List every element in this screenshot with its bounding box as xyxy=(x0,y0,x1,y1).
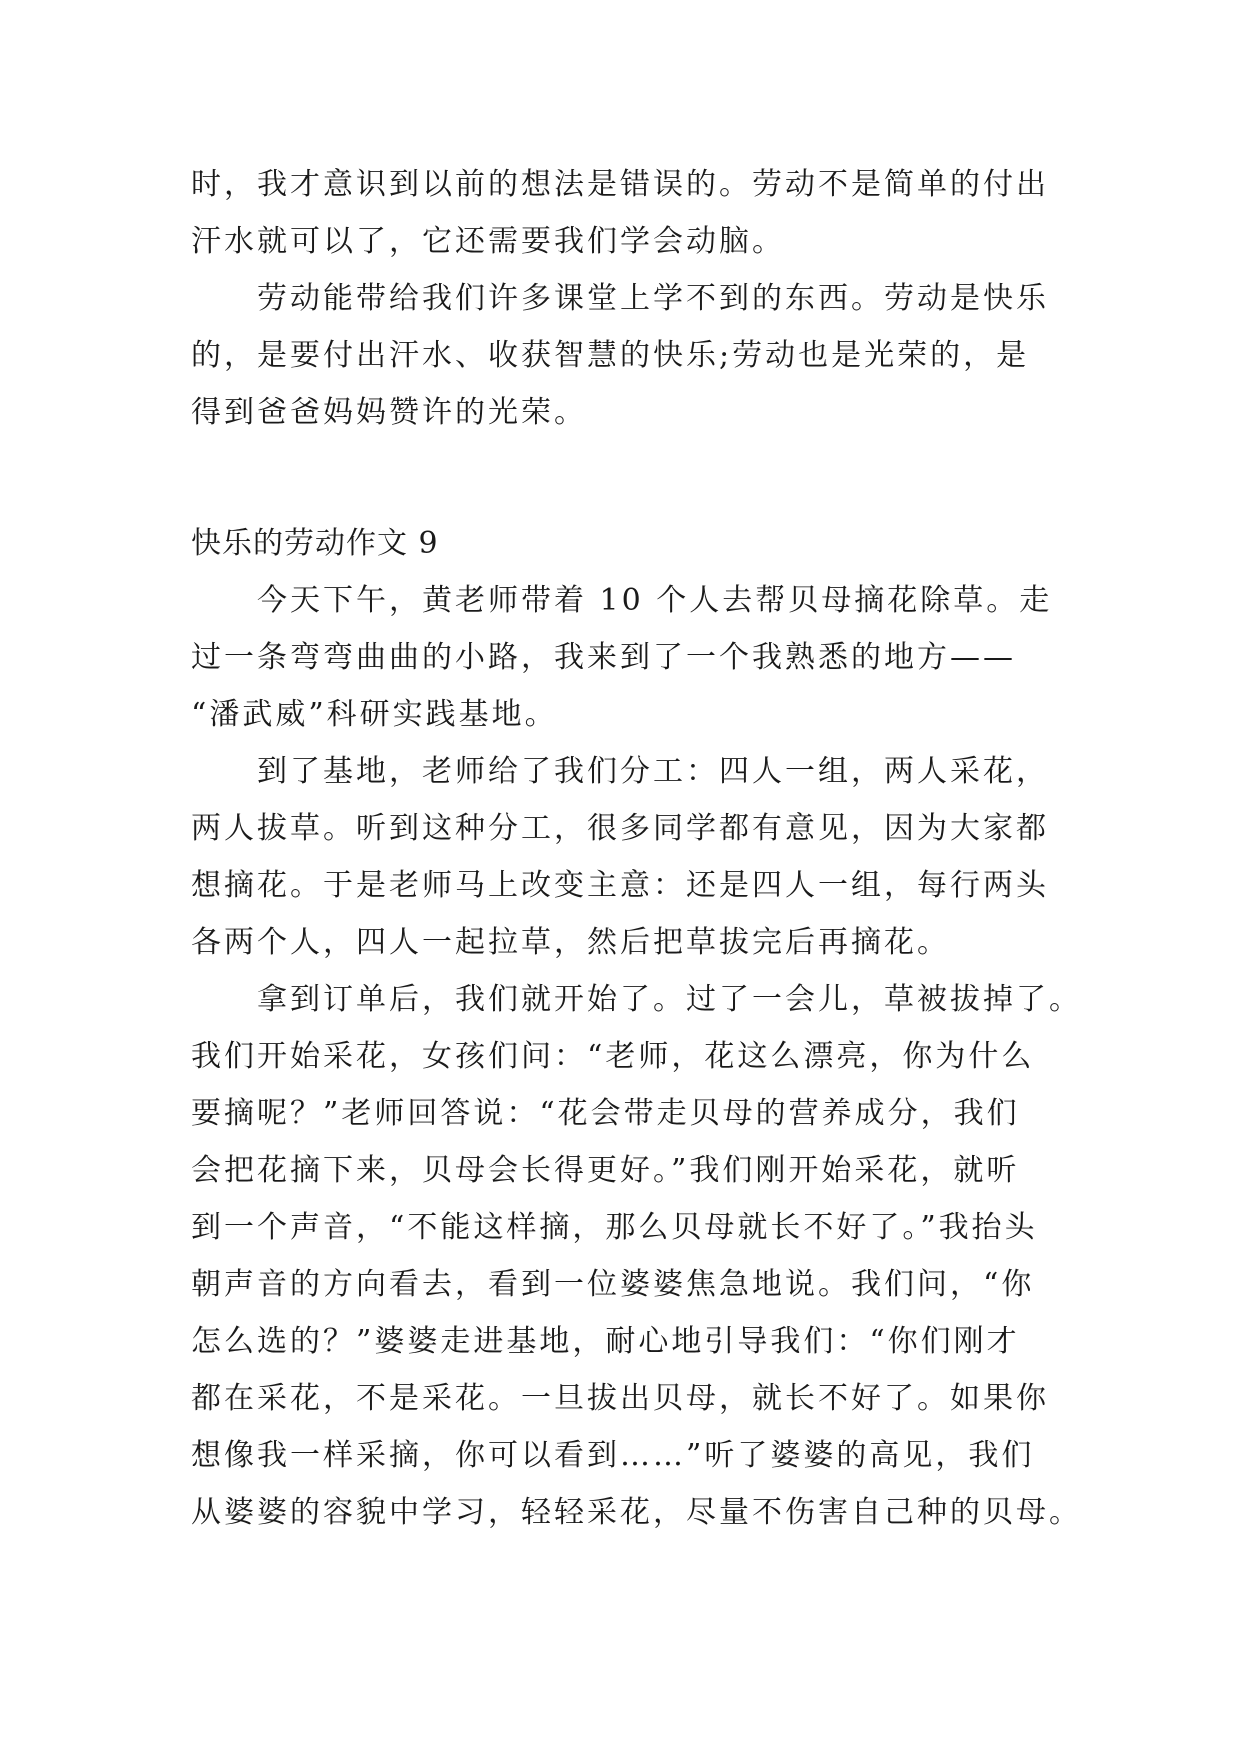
text-line: “潘武威”科研实践基地。 xyxy=(191,697,558,732)
text-line: 都在采花，不是采花。一旦拔出贝母，就长不好了。如果你 xyxy=(191,1381,1049,1416)
text-line: 汗水就可以了，它还需要我们学会动脑。 xyxy=(191,224,785,259)
text-line: 怎么选的？”婆婆走进基地，耐心地引导我们：“你们刚才 xyxy=(191,1324,1020,1359)
text-line: 各两个人，四人一起拉草，然后把草拔完后再摘花。 xyxy=(191,925,950,960)
text-line: 朝声音的方向看去，看到一位婆婆焦急地说。我们问，“你 xyxy=(191,1267,1035,1302)
paragraph xyxy=(191,572,1071,743)
text-line: 劳动能带给我们许多课堂上学不到的东西。劳动是快乐 xyxy=(257,281,1049,316)
text-line: 到了基地，老师给了我们分工：四人一组，两人采花， xyxy=(257,754,1049,789)
paragraph xyxy=(191,971,1082,1541)
text-line: 会把花摘下来，贝母会长得更好。”我们刚开始采花，就听 xyxy=(191,1153,1020,1188)
paragraph-continuation xyxy=(191,156,1071,270)
text-line: 时，我才意识到以前的想法是错误的。劳动不是简单的付出 xyxy=(191,167,1049,202)
text-line: 得到爸爸妈妈赞许的光荣。 xyxy=(191,395,587,430)
text-line: 今天下午，黄老师带着 10 个人去帮贝母摘花除草。走 xyxy=(257,583,1053,618)
section-title: 快乐的劳动作文 9 xyxy=(191,526,439,561)
text-line: 想像我一样采摘，你可以看到……”听了婆婆的高见，我们 xyxy=(191,1438,1035,1473)
text-line: 的，是要付出汗水、收获智慧的快乐;劳动也是光荣的，是 xyxy=(191,338,1030,373)
document-body xyxy=(191,156,1082,1541)
text-line: 过一条弯弯曲曲的小路，我来到了一个我熟悉的地方—— xyxy=(191,640,1016,675)
section-spacer xyxy=(191,441,1071,515)
text-line: 到一个声音，“不能这样摘，那么贝母就长不好了。”我抬头 xyxy=(191,1210,1038,1245)
text-line: 我们开始采花，女孩们问：“老师，花这么漂亮，你为什么 xyxy=(191,1039,1035,1074)
text-line: 想摘花。于是老师马上改变主意：还是四人一组，每行两头 xyxy=(191,868,1049,903)
text-line: 从婆婆的容貌中学习，轻轻采花，尽量不伤害自己种的贝母。 xyxy=(191,1495,1082,1530)
text-line: 要摘呢？”老师回答说：“花会带走贝母的营养成分，我们 xyxy=(191,1096,1020,1131)
text-line: 拿到订单后，我们就开始了。过了一会儿，草被拔掉了。 xyxy=(257,982,1082,1017)
paragraph xyxy=(191,743,1071,971)
paragraph xyxy=(191,270,1071,441)
text-line: 两人拔草。听到这种分工，很多同学都有意见，因为大家都 xyxy=(191,811,1049,846)
